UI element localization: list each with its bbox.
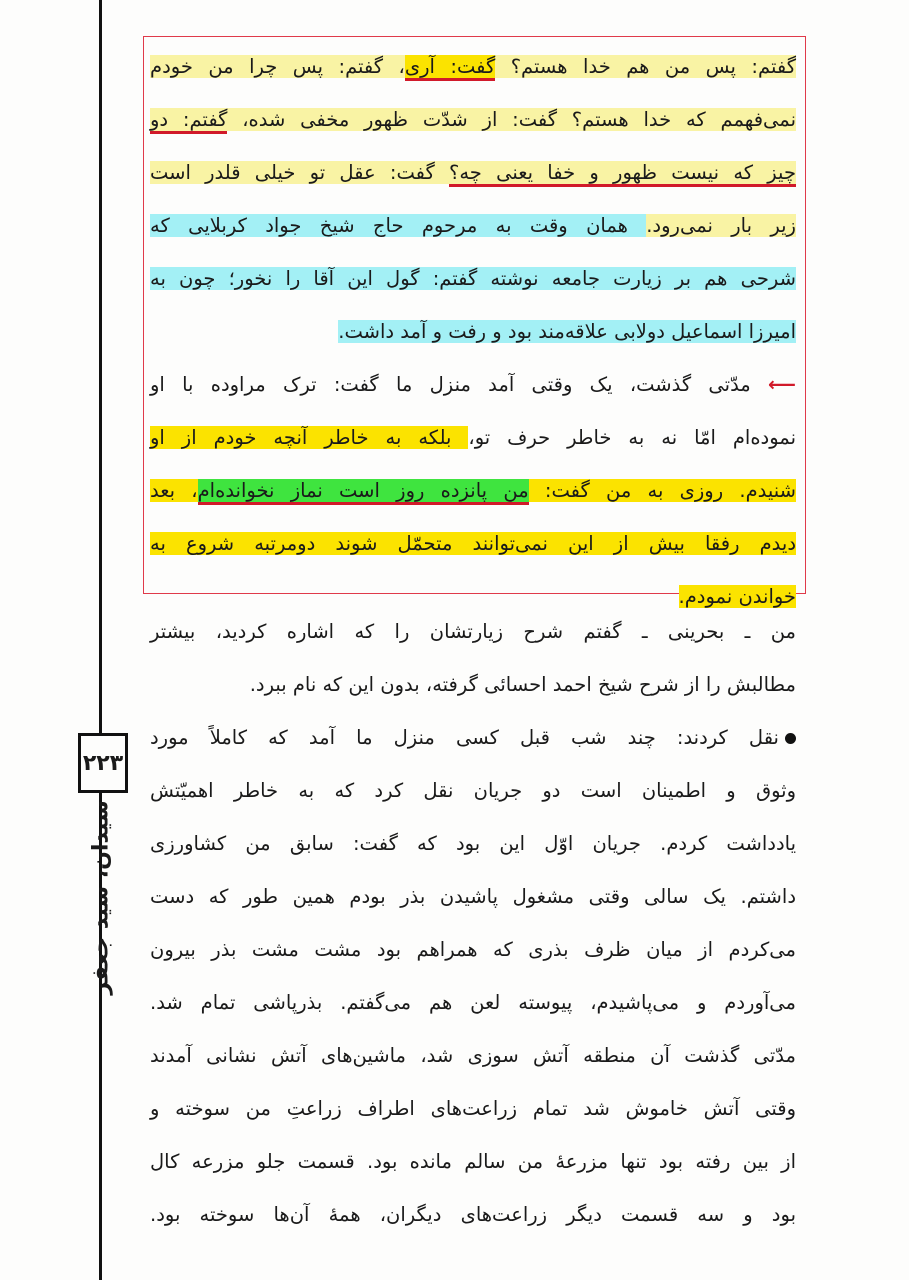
highlight-span: گفتم: پس من هم خدا هستم؟ گفت: آری، گفتم: پس چرا من خودم — [150, 55, 796, 78]
passage-line: نموده‌ام امّا نه به خاطر حرف تو، بلکه به خاطر آنچه خودم از او — [150, 426, 797, 449]
boxed-lines-source — [0, 0, 1, 1]
highlight-span: امیرزا اسماعیل دولابی علاقه‌مند بود و رفت و آمد داشت. — [338, 320, 796, 343]
passage-line — [150, 464, 796, 517]
highlight-span: دیدم رفقا بیش از این نمی‌توانند متحمّل شوند دومرتبه شروع به — [150, 532, 796, 555]
passage-line — [150, 40, 796, 93]
passage-line — [150, 252, 796, 305]
underlined-phrase: گفت: آری — [405, 55, 495, 81]
body-line: داشتم. یک سالی وقتی مشغول پاشیدن بذر بودم همین طور که دست — [150, 885, 796, 908]
underlined-phrase: گفتم: دو — [150, 108, 227, 134]
boxed-line-text — [0, 0, 1, 1]
body-line: یادداشت کردم. جریان اوّل این بود که گفت: سابق من کشاورزی — [150, 832, 796, 855]
body-line: من ـ بحرینی ـ گفتم شرح زیارتشان را که اشاره کردید، بیشتر — [150, 620, 796, 643]
boxed-passage — [150, 40, 796, 623]
body-line: بود و سه قسمت دیگر زراعت‌های دیگران، همهٔ آن‌ها سوخته بود. — [150, 1203, 796, 1226]
body-line: می‌آوردم و می‌پاشیدم، پیوسته لعن هم می‌گفتم. بذرپاشی تمام شد. — [150, 991, 796, 1014]
passage-line — [150, 93, 796, 146]
highlight-span: شرحی هم بر زیارت جامعه نوشته گفتم: گول این آقا را نخور؛ چون به — [150, 267, 796, 290]
passage-line — [150, 146, 796, 199]
body-line: مطالبش را از شرح شیخ احمد احسائی گرفته، بدون این که نام ببرد. — [249, 673, 796, 696]
arrow-icon: ⟵ — [768, 373, 796, 396]
passage-line — [150, 517, 796, 570]
body-text — [150, 605, 796, 1241]
highlight-span: همان وقت به مرحوم حاج شیخ جواد کربلایی که — [150, 214, 647, 237]
highlight-span: شنیدم. روزی به من گفت: من پانزده روز است نماز نخوانده‌ام، بعد — [150, 479, 796, 502]
body-line: وقتی آتش خاموش شد تمام زراعت‌های اطراف زراعتِ من سوخته و — [150, 1097, 796, 1120]
body-line: از بین رفته بود تنها مزرعهٔ من سالم مانده بود. قسمت جلو مزرعه کال — [150, 1150, 796, 1173]
highlight-span: بلکه به خاطر آنچه خودم از او — [150, 426, 469, 449]
running-head: سیدان، سید جعفر — [88, 799, 114, 995]
highlight-span: زیر بار نمی‌رود. — [646, 214, 796, 237]
highlight-span: خواندن نمودم. — [678, 585, 796, 608]
body-line: می‌کردم از میان ظرف بذری که همراهم بود مشت مشت بذر بیرون — [150, 938, 796, 961]
passage-line: ⟵ مدّتی گذشت، یک وقتی آمد منزل ما گفت: ترک مراوده با او — [150, 373, 796, 396]
body-line: مدّتی گذشت آن منطقه آتش سوزی شد، ماشین‌های آتش نشانی آمدند — [150, 1044, 796, 1067]
passage-line — [150, 199, 796, 252]
body-line: نقل کردند: چند شب قبل کسی منزل ما آمد که کاملاً مورد — [150, 711, 796, 764]
bullet-icon — [785, 733, 796, 744]
page-number: ۲۲۳ — [78, 733, 128, 793]
body-line: وثوق و اطمینان است دو جریان نقل کرد که به خاطر اهمیّتش — [150, 779, 796, 802]
underlined-phrase: من پانزده روز است نماز نخوانده‌ام — [198, 479, 529, 505]
passage-line — [150, 305, 796, 358]
underlined-phrase: چیز که نیست ظهور و خفا یعنی چه؟ — [449, 161, 796, 187]
highlight-span: نمی‌فهمم که خدا هستم؟ گفت: از شدّت ظهور مخفی شده، گفتم: دو — [150, 108, 796, 131]
highlight-span: چیز که نیست ظهور و خفا یعنی چه؟ گفت: عقل تو خیلی قلدر است — [150, 161, 796, 184]
margin-rule — [99, 0, 102, 1280]
